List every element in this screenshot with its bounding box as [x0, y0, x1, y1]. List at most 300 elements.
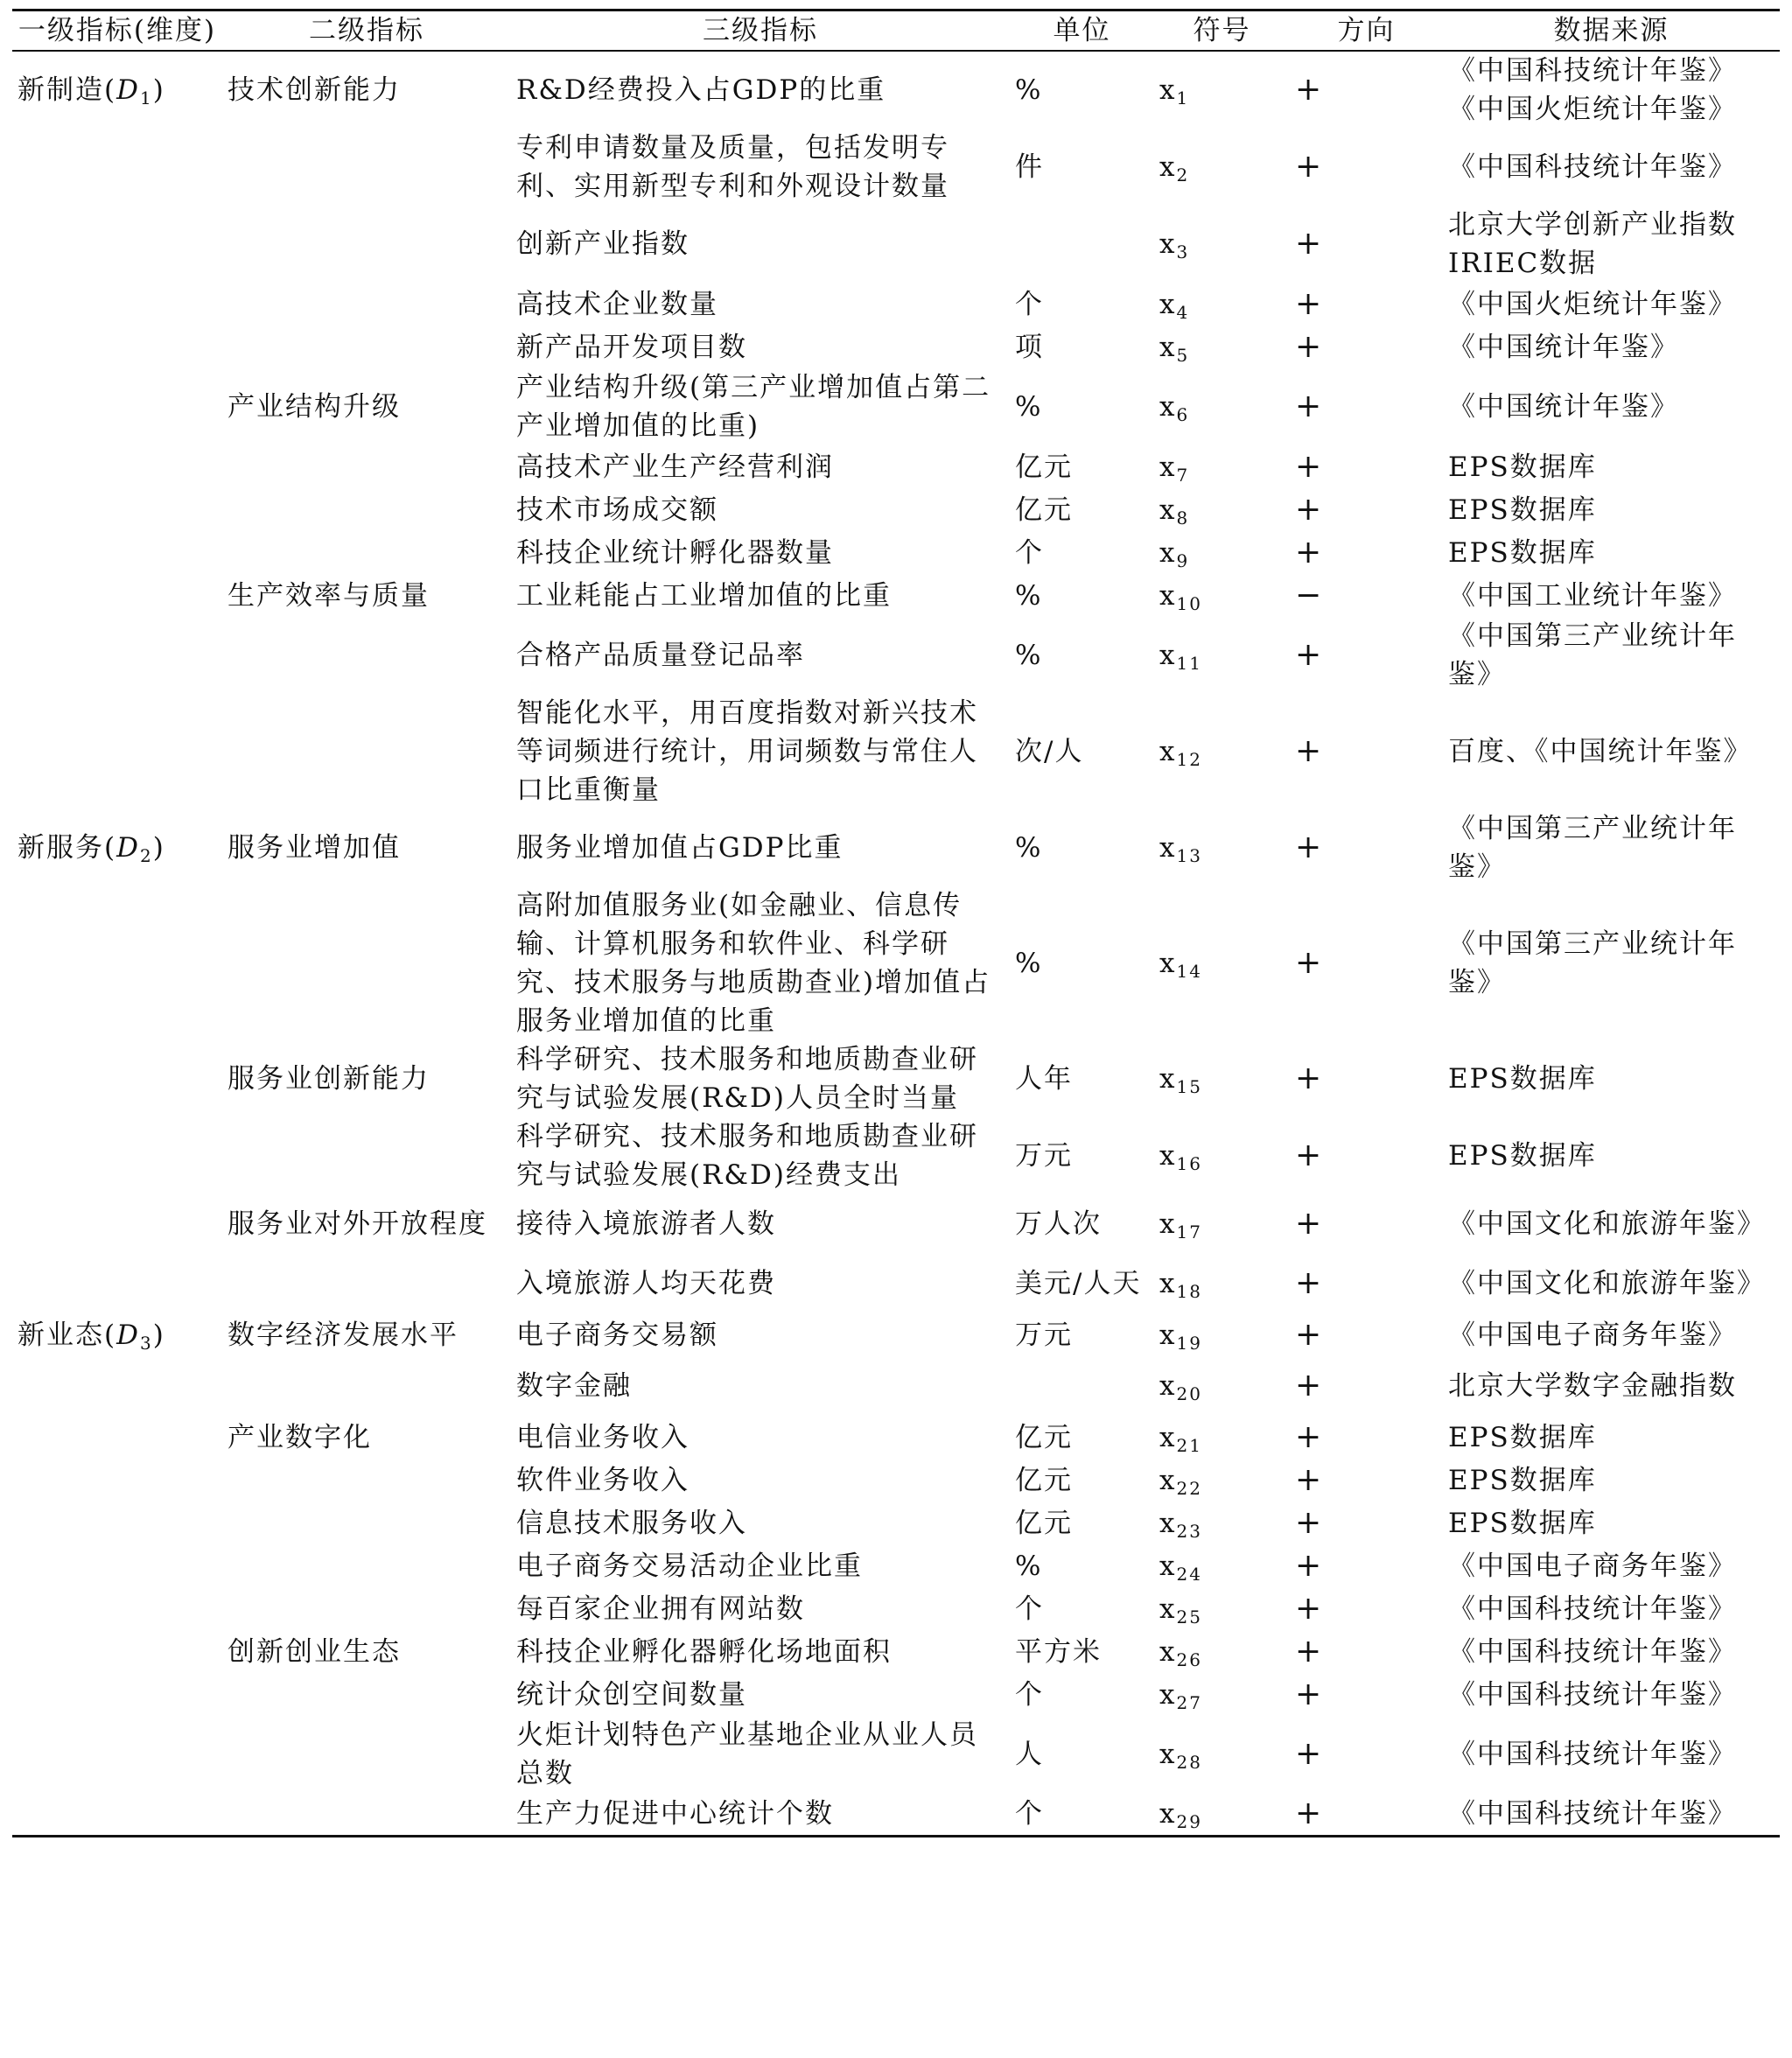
table-row — [12, 1673, 1780, 1716]
direction-cell: + — [1295, 733, 1324, 769]
level2-indicator — [222, 1587, 511, 1630]
symbol-letter: x — [1159, 494, 1177, 526]
dimension-subscript: 2 — [139, 845, 153, 866]
data-source-cell: EPS数据库 — [1448, 1421, 1597, 1453]
unit-cell: 万元 — [1015, 1140, 1073, 1172]
column-header: 数据来源 — [1553, 15, 1670, 46]
symbol-letter: x — [1159, 1507, 1177, 1539]
symbol-letter: x — [1159, 1319, 1177, 1351]
table-row — [12, 283, 1780, 326]
unit-cell: % — [1015, 832, 1043, 864]
level3-indicator: 科技企业孵化器孵化场地面积 — [516, 1635, 892, 1668]
table-row — [12, 1313, 1780, 1356]
dimension-cell — [12, 1459, 222, 1502]
level3-indicator: 技术市场成交额 — [516, 494, 718, 526]
table-row — [12, 1587, 1780, 1630]
level2-indicator: 服务业对外开放程度 — [228, 1208, 487, 1240]
level2-indicator: 创新创业生态 — [228, 1635, 401, 1668]
level2-indicator — [222, 445, 511, 488]
symbol-letter: x — [1159, 1739, 1177, 1770]
direction-cell: + — [1295, 1736, 1324, 1772]
symbol-subscript: 17 — [1176, 1222, 1202, 1242]
symbol-subscript: 1 — [1176, 88, 1190, 108]
dimension-cell — [12, 531, 222, 574]
data-source-cell: 《中国科技统计年鉴》《中国火炬统计年鉴》 — [1448, 55, 1737, 125]
symbol-cell — [1154, 1502, 1290, 1544]
dimension-cell — [12, 326, 222, 368]
unit-cell: 亿元 — [1015, 494, 1073, 526]
symbol-letter: x — [1159, 1370, 1177, 1402]
dimension-label: 新业态( — [18, 1319, 117, 1351]
data-source-cell: 《中国火炬统计年鉴》 — [1448, 288, 1737, 320]
data-source-cell: EPS数据库 — [1448, 1507, 1597, 1539]
symbol-subscript: 15 — [1176, 1076, 1202, 1097]
direction-cell: + — [1295, 1138, 1324, 1173]
symbol-subscript: 2 — [1176, 164, 1190, 186]
direction-cell: + — [1295, 226, 1324, 262]
unit-cell: % — [1015, 391, 1043, 423]
symbol-subscript: 7 — [1176, 464, 1190, 486]
dimension-cell — [12, 445, 222, 488]
dimension-close: ) — [152, 832, 165, 864]
symbol-subscript: 26 — [1176, 1648, 1202, 1670]
level3-indicator: 智能化水平，用百度指数对新兴技术等词频进行统计，用词频数与常住人口比重衡量 — [516, 697, 978, 806]
table-row — [12, 617, 1780, 694]
dimension-cell — [12, 1254, 222, 1313]
symbol-cell — [1154, 1416, 1290, 1459]
symbol-letter: x — [1159, 74, 1177, 106]
symbol-subscript: 13 — [1176, 845, 1202, 866]
unit-cell: % — [1015, 74, 1043, 106]
table-row — [12, 1416, 1780, 1459]
direction-cell: + — [1295, 1265, 1324, 1301]
dimension-cell — [12, 617, 222, 694]
table-row — [12, 1254, 1780, 1313]
level3-indicator: 新产品开发项目数 — [516, 331, 747, 363]
level3-indicator: 生产力促进中心统计个数 — [516, 1797, 834, 1830]
table-row — [12, 445, 1780, 488]
symbol-letter: x — [1159, 1140, 1177, 1172]
symbol-subscript: 14 — [1176, 961, 1202, 982]
table-row — [12, 206, 1780, 283]
level2-indicator — [222, 129, 511, 206]
symbol-cell — [1154, 51, 1290, 129]
level3-indicator: 合格产品质量登记品率 — [516, 640, 805, 671]
symbol-letter: x — [1159, 1550, 1177, 1582]
symbol-letter: x — [1159, 1208, 1177, 1240]
dimension-cell — [12, 1793, 222, 1836]
level2-indicator — [222, 1117, 511, 1194]
symbol-cell — [1154, 1544, 1290, 1587]
level2-indicator — [222, 694, 511, 809]
level2-indicator — [222, 1544, 511, 1587]
table-row — [12, 1194, 1780, 1254]
symbol-letter: x — [1159, 228, 1177, 260]
unit-cell: 亿元 — [1015, 451, 1073, 483]
level3-indicator: 工业耗能占工业增加值的比重 — [516, 579, 892, 612]
dimension-label: 新制造( — [18, 74, 117, 106]
unit-cell: 个 — [1015, 288, 1044, 320]
level3-indicator: 接待入境旅游者人数 — [516, 1208, 776, 1240]
dimension-close: ) — [152, 1319, 165, 1351]
data-source-cell: 北京大学创新产业指数IRIEC数据 — [1448, 209, 1737, 279]
symbol-cell — [1154, 1040, 1290, 1117]
level3-indicator: 信息技术服务收入 — [516, 1507, 747, 1539]
symbol-cell — [1154, 129, 1290, 206]
direction-cell: + — [1295, 1590, 1324, 1627]
symbol-subscript: 3 — [1176, 242, 1190, 262]
data-source-cell: EPS数据库 — [1448, 1063, 1597, 1095]
level2-indicator — [222, 1793, 511, 1836]
data-source-cell: 《中国文化和旅游年鉴》 — [1448, 1208, 1766, 1240]
level2-indicator: 数字经济发展水平 — [228, 1319, 458, 1351]
direction-cell: + — [1295, 1060, 1324, 1096]
direction-cell: + — [1295, 1316, 1324, 1353]
direction-cell: − — [1295, 577, 1324, 613]
data-source-cell: 《中国科技统计年鉴》 — [1448, 1635, 1737, 1668]
unit-cell: 亿元 — [1015, 1464, 1073, 1496]
symbol-letter: x — [1159, 948, 1177, 979]
symbol-cell — [1154, 809, 1290, 886]
level2-indicator — [222, 1502, 511, 1544]
symbol-letter: x — [1159, 1592, 1177, 1625]
data-source-cell: 《中国科技统计年鉴》 — [1448, 1739, 1737, 1770]
unit-cell: % — [1015, 948, 1043, 979]
level3-indicator: 服务业增加值占GDP比重 — [516, 832, 844, 864]
symbol-subscript: 12 — [1176, 749, 1202, 770]
column-header: 三级指标 — [703, 15, 818, 46]
level3-indicator: 电子商务交易活动企业比重 — [516, 1550, 863, 1582]
level2-indicator — [222, 1356, 511, 1416]
symbol-letter: x — [1159, 1268, 1177, 1299]
data-source-cell: 《中国科技统计年鉴》 — [1448, 1592, 1737, 1625]
dimension-cell — [12, 1194, 222, 1254]
symbol-subscript: 21 — [1176, 1434, 1202, 1456]
unit-cell: 平方米 — [1015, 1635, 1102, 1668]
direction-cell: + — [1295, 448, 1324, 485]
data-source-cell: 《中国文化和旅游年鉴》 — [1448, 1268, 1766, 1299]
level3-indicator: 火炬计划特色产业基地企业从业人员总数 — [516, 1719, 978, 1789]
direction-cell: + — [1295, 1504, 1324, 1541]
symbol-letter: x — [1159, 451, 1177, 483]
symbol-subscript: 4 — [1176, 301, 1190, 323]
dimension-cell — [12, 1544, 222, 1587]
symbol-subscript: 16 — [1176, 1153, 1202, 1174]
dimension-variable: D — [116, 832, 140, 864]
level2-indicator — [222, 1459, 511, 1502]
dimension-subscript: 1 — [139, 88, 153, 108]
level2-indicator — [222, 886, 511, 1040]
direction-cell: + — [1295, 388, 1324, 424]
data-source-cell: 《中国电子商务年鉴》 — [1448, 1319, 1737, 1351]
dimension-cell — [12, 1502, 222, 1544]
level2-indicator: 产业结构升级 — [228, 391, 401, 423]
symbol-cell — [1154, 1254, 1290, 1313]
symbol-cell — [1154, 1356, 1290, 1416]
dimension-subscript: 3 — [139, 1332, 153, 1354]
table-row — [12, 809, 1780, 886]
direction-cell: + — [1295, 491, 1324, 528]
table-row — [12, 1502, 1780, 1544]
unit-cell: 个 — [1015, 1678, 1044, 1711]
dimension-close: ) — [152, 74, 165, 106]
data-source-cell: 《中国科技统计年鉴》 — [1448, 1678, 1737, 1711]
table-row — [12, 1544, 1780, 1587]
symbol-cell — [1154, 1194, 1290, 1254]
symbol-letter: x — [1159, 1063, 1177, 1095]
direction-cell: + — [1295, 534, 1324, 570]
table-row — [12, 1117, 1780, 1194]
level2-indicator: 技术创新能力 — [228, 74, 401, 106]
table-row — [12, 1459, 1780, 1502]
symbol-letter: x — [1159, 1421, 1177, 1453]
direction-cell: + — [1295, 1461, 1324, 1498]
level3-indicator: 科学研究、技术服务和地质勘查业研究与试验发展(R&D)人员全时当量 — [516, 1044, 978, 1114]
unit-cell — [1010, 206, 1154, 283]
direction-cell: + — [1295, 1418, 1324, 1455]
unit-cell: % — [1015, 640, 1043, 671]
level2-indicator — [222, 206, 511, 283]
table-row — [12, 886, 1780, 1040]
symbol-subscript: 11 — [1176, 653, 1202, 674]
table-row — [12, 1630, 1780, 1673]
data-source-cell: 《中国统计年鉴》 — [1448, 391, 1679, 423]
direction-cell: + — [1295, 1368, 1324, 1404]
column-header: 一级指标(维度) — [18, 15, 217, 46]
symbol-subscript: 6 — [1176, 404, 1190, 425]
level2-indicator — [222, 1716, 511, 1793]
dimension-cell — [12, 1313, 222, 1356]
column-header: 符号 — [1193, 15, 1251, 46]
table-row — [12, 1040, 1780, 1117]
symbol-subscript: 9 — [1176, 550, 1190, 571]
direction-cell: + — [1295, 945, 1324, 981]
level2-indicator — [222, 488, 511, 531]
unit-cell: 万人次 — [1015, 1208, 1102, 1240]
data-source-cell: 《中国第三产业统计年鉴》 — [1448, 813, 1737, 883]
level2-indicator — [222, 1254, 511, 1313]
dimension-cell — [12, 1416, 222, 1459]
column-header: 二级指标 — [309, 15, 424, 46]
dimension-cell — [12, 1630, 222, 1673]
symbol-letter: x — [1159, 331, 1177, 363]
symbol-cell — [1154, 1630, 1290, 1673]
symbol-subscript: 24 — [1176, 1563, 1202, 1585]
symbol-cell — [1154, 617, 1290, 694]
indicator-table — [12, 9, 1780, 1838]
symbol-subscript: 18 — [1176, 1281, 1202, 1302]
level3-indicator: 高技术产业生产经营利润 — [516, 451, 834, 483]
symbol-cell — [1154, 488, 1290, 531]
level2-indicator — [222, 283, 511, 326]
symbol-cell — [1154, 1313, 1290, 1356]
symbol-cell — [1154, 886, 1290, 1040]
direction-cell: + — [1295, 285, 1324, 322]
level2-indicator — [222, 617, 511, 694]
symbol-subscript: 19 — [1176, 1332, 1202, 1354]
symbol-letter: x — [1159, 1797, 1177, 1830]
direction-cell: + — [1295, 637, 1324, 673]
dimension-cell — [12, 1716, 222, 1793]
level3-indicator: 软件业务收入 — [516, 1464, 690, 1496]
symbol-letter: x — [1159, 288, 1177, 320]
dimension-cell — [12, 206, 222, 283]
direction-cell: + — [1295, 149, 1324, 185]
symbol-cell — [1154, 1793, 1290, 1836]
dimension-variable: D — [116, 74, 140, 106]
symbol-subscript: 28 — [1176, 1752, 1202, 1773]
dimension-cell — [12, 368, 222, 445]
symbol-subscript: 20 — [1176, 1383, 1202, 1404]
symbol-cell — [1154, 1673, 1290, 1716]
symbol-cell — [1154, 368, 1290, 445]
level2-indicator: 服务业增加值 — [228, 832, 401, 864]
table-row — [12, 1716, 1780, 1793]
symbol-subscript: 25 — [1176, 1606, 1202, 1628]
table-row — [12, 326, 1780, 368]
unit-cell: 亿元 — [1015, 1421, 1073, 1453]
table-row — [12, 1356, 1780, 1416]
symbol-letter: x — [1159, 832, 1177, 864]
level3-indicator: 产业结构升级(第三产业增加值占第二产业增加值的比重) — [516, 372, 991, 442]
dimension-cell — [12, 886, 222, 1040]
data-source-cell: EPS数据库 — [1448, 494, 1597, 526]
symbol-cell — [1154, 574, 1290, 617]
level3-indicator: 科技企业统计孵化器数量 — [516, 536, 834, 569]
symbol-subscript: 29 — [1176, 1810, 1202, 1832]
level3-indicator: 电子商务交易额 — [516, 1319, 718, 1351]
direction-cell: + — [1295, 328, 1324, 365]
symbol-letter: x — [1159, 1678, 1177, 1711]
unit-cell: 个 — [1015, 1592, 1044, 1625]
symbol-letter: x — [1159, 391, 1177, 423]
symbol-letter: x — [1159, 579, 1177, 612]
data-source-cell: 《中国第三产业统计年鉴》 — [1448, 620, 1737, 690]
level3-indicator: 每百家企业拥有网站数 — [516, 1592, 805, 1625]
unit-cell: 美元/人天 — [1015, 1268, 1142, 1299]
symbol-subscript: 5 — [1176, 344, 1190, 366]
direction-cell: + — [1295, 830, 1324, 865]
direction-cell: + — [1295, 1795, 1324, 1831]
table-header-row — [12, 10, 1780, 52]
data-source-cell: EPS数据库 — [1448, 1464, 1597, 1496]
symbol-subscript: 23 — [1176, 1520, 1202, 1542]
data-source-cell: 北京大学数字金融指数 — [1448, 1370, 1737, 1402]
dimension-variable: D — [116, 1319, 140, 1351]
symbol-subscript: 10 — [1176, 592, 1202, 614]
symbol-subscript: 27 — [1176, 1691, 1202, 1713]
symbol-letter: x — [1159, 536, 1177, 569]
dimension-cell — [12, 574, 222, 617]
dimension-cell — [12, 694, 222, 809]
level3-indicator: 高技术企业数量 — [516, 288, 718, 320]
symbol-cell — [1154, 206, 1290, 283]
dimension-cell — [12, 1117, 222, 1194]
symbol-cell — [1154, 531, 1290, 574]
direction-cell: + — [1295, 1547, 1324, 1584]
dimension-label: 新服务( — [18, 832, 117, 864]
data-source-cell: 《中国统计年鉴》 — [1448, 331, 1679, 363]
data-source-cell: 百度、《中国统计年鉴》 — [1448, 736, 1753, 767]
direction-cell: + — [1295, 72, 1324, 108]
level2-indicator: 服务业创新能力 — [228, 1063, 430, 1095]
level2-indicator: 产业数字化 — [228, 1421, 372, 1453]
data-source-cell: 《中国科技统计年鉴》 — [1448, 1797, 1737, 1830]
symbol-cell — [1154, 1716, 1290, 1793]
unit-cell: 个 — [1015, 536, 1044, 569]
unit-cell: 次/人 — [1015, 736, 1084, 767]
unit-cell: 亿元 — [1015, 1507, 1073, 1539]
level3-indicator: 创新产业指数 — [516, 228, 690, 260]
data-source-cell: EPS数据库 — [1448, 536, 1597, 569]
unit-cell: 件 — [1015, 151, 1044, 183]
symbol-letter: x — [1159, 640, 1177, 671]
unit-cell: 万元 — [1015, 1319, 1073, 1351]
data-source-cell: 《中国第三产业统计年鉴》 — [1448, 928, 1737, 998]
direction-cell: + — [1295, 1633, 1324, 1670]
symbol-cell — [1154, 283, 1290, 326]
level2-indicator — [222, 326, 511, 368]
level3-indicator: R&D经费投入占GDP的比重 — [516, 74, 886, 106]
level3-indicator: 统计众创空间数量 — [516, 1678, 747, 1711]
unit-cell: 人 — [1015, 1739, 1044, 1770]
level3-indicator: 入境旅游人均天花费 — [516, 1268, 776, 1299]
dimension-cell — [12, 1587, 222, 1630]
data-source-cell: EPS数据库 — [1448, 1140, 1597, 1172]
dimension-cell — [12, 283, 222, 326]
level2-indicator — [222, 531, 511, 574]
symbol-letter: x — [1159, 1464, 1177, 1496]
symbol-letter: x — [1159, 1635, 1177, 1668]
dimension-cell — [12, 1040, 222, 1117]
column-header: 方向 — [1337, 15, 1396, 46]
symbol-subscript: 22 — [1176, 1477, 1202, 1499]
table-row — [12, 574, 1780, 617]
dimension-cell — [12, 1673, 222, 1716]
data-source-cell: 《中国科技统计年鉴》 — [1448, 151, 1737, 183]
level3-indicator: 专利申请数量及质量，包括发明专利、实用新型专利和外观设计数量 — [516, 132, 949, 202]
dimension-cell — [12, 1356, 222, 1416]
unit-cell: % — [1015, 1550, 1043, 1582]
column-header: 单位 — [1053, 15, 1111, 46]
symbol-subscript: 8 — [1176, 507, 1190, 528]
direction-cell: + — [1295, 1676, 1324, 1712]
level2-indicator — [222, 1673, 511, 1716]
dimension-cell — [12, 129, 222, 206]
direction-cell: + — [1295, 1206, 1324, 1242]
symbol-cell — [1154, 1117, 1290, 1194]
data-source-cell: 《中国电子商务年鉴》 — [1448, 1550, 1737, 1582]
data-source-cell: EPS数据库 — [1448, 451, 1597, 483]
level3-indicator: 科学研究、技术服务和地质勘查业研究与试验发展(R&D)经费支出 — [516, 1121, 978, 1191]
table-row — [12, 694, 1780, 809]
table-row — [12, 488, 1780, 531]
symbol-cell — [1154, 326, 1290, 368]
unit-cell: 个 — [1015, 1797, 1044, 1830]
data-source-cell: 《中国工业统计年鉴》 — [1448, 579, 1737, 612]
unit-cell — [1010, 1356, 1154, 1416]
level3-indicator: 电信业务收入 — [516, 1421, 690, 1453]
unit-cell: 项 — [1015, 331, 1044, 363]
table-row — [12, 129, 1780, 206]
symbol-cell — [1154, 694, 1290, 809]
unit-cell: 人年 — [1015, 1063, 1073, 1095]
dimension-cell — [12, 51, 222, 129]
table-row — [12, 1793, 1780, 1836]
symbol-letter: x — [1159, 736, 1177, 767]
symbol-letter: x — [1159, 151, 1177, 183]
dimension-cell — [12, 488, 222, 531]
